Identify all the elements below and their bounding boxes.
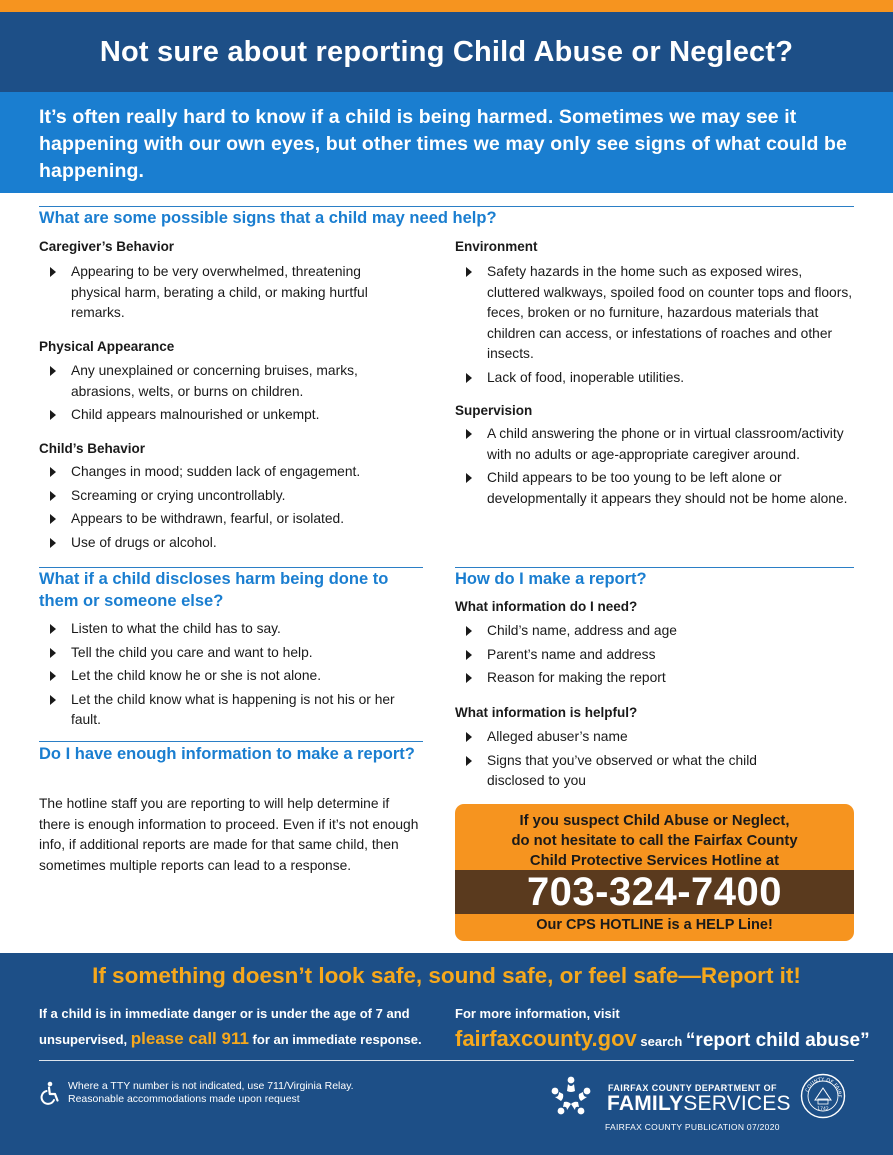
caregiver-list (39, 262, 399, 327)
county-seal-icon (800, 1073, 846, 1119)
list-item: Let the child know what is happening is not his or her fault. (39, 690, 411, 731)
callout-tagline: Our CPS HOTLINE is a HELP Line! (536, 917, 773, 933)
hotline-callout (455, 804, 854, 941)
bullet-triangle-icon (50, 467, 56, 477)
list-item: Use of drugs or alcohol. (39, 533, 419, 554)
physical-heading: Physical Appearance (39, 339, 175, 354)
hotline-phone-number[interactable]: 703-324-7400 (526, 869, 783, 914)
bullet-triangle-icon (466, 756, 472, 766)
phone-bar (455, 870, 854, 914)
physical-list (39, 361, 411, 429)
svg-text:COUNTY OF FAIRFAX: COUNTY OF FAIRF (804, 1076, 843, 1098)
emergency-note: If a child is in immediate danger or is under the age of 7 and unsupervised, please call 911 for an immediate response. (39, 1006, 422, 1048)
bullet-triangle-icon (466, 473, 472, 483)
signs-heading: What are some possible signs that a child may need help? (39, 209, 497, 227)
supervision-heading: Supervision (455, 403, 533, 418)
bullet-triangle-icon (50, 648, 56, 658)
bullet-triangle-icon (50, 267, 56, 277)
enough-body: The hotline staff you are reporting to will help determine if there is enough information to proceed. Even if it’s not enough info, if additional reports are made for that same child, then sometimes multiple reports can lead to a response. (39, 796, 419, 873)
environment-heading: Environment (455, 239, 538, 254)
title-banner (0, 12, 893, 92)
helpful-heading: What information is helpful? (455, 705, 638, 720)
callout-message: If you suspect Child Abuse or Neglect, do not hesitate to call the Fairfax County Child Protective Services Hotline at (511, 813, 798, 869)
bullet-triangle-icon (466, 650, 472, 660)
bullet-triangle-icon (50, 491, 56, 501)
need-list (455, 621, 855, 692)
list-item: Child appears malnourished or unkempt. (39, 405, 411, 426)
enough-heading: Do I have enough information to make a report? (39, 745, 415, 763)
family-services-logo-icon (548, 1074, 594, 1120)
footer-divider (39, 1060, 854, 1061)
list-item: Listen to what the child has to say. (39, 619, 411, 640)
bullet-triangle-icon (466, 732, 472, 742)
search-term: “report child abuse” (685, 1030, 870, 1051)
bullet-triangle-icon (50, 671, 56, 681)
page-title: Not sure about reporting Child Abuse or Neglect? (99, 35, 794, 68)
bullet-triangle-icon (466, 373, 472, 383)
bullet-triangle-icon (466, 626, 472, 636)
accessibility-note: Where a TTY number is not indicated, use 711/Virginia Relay. Reasonable accommodations made upon request (68, 1080, 354, 1105)
list-item: Changes in mood; sudden lack of engagement. (39, 462, 419, 483)
list-item: Safety hazards in the home such as exposed wires, cluttered walkways, spoiled food on counter tops and floors, feces, broken or no furniture, hazardous materials that children can access, or infestations of roaches and other insects. (455, 262, 855, 365)
supervision-list (455, 424, 855, 512)
report-heading: How do I make a report? (455, 570, 647, 588)
top-accent-strip (0, 0, 893, 12)
list-item: Let the child know he or she is not alone. (39, 666, 411, 687)
helpful-list (455, 727, 795, 795)
bullet-triangle-icon (50, 410, 56, 420)
list-item: Lack of food, inoperable utilities. (455, 368, 855, 389)
bullet-triangle-icon (50, 624, 56, 634)
department-label: FAIRFAX COUNTY DEPARTMENT OF (608, 1083, 777, 1093)
child-behavior-heading: Child’s Behavior (39, 441, 146, 456)
environment-list (455, 262, 855, 391)
footer (0, 953, 893, 1155)
list-item: Appears to be withdrawn, fearful, or isolated. (39, 509, 419, 530)
list-item: Parent’s name and address (455, 645, 855, 666)
bullet-triangle-icon (466, 267, 472, 277)
footer-slogan: If something doesn’t look safe, sound safe, or feel safe—Report it! (92, 963, 801, 988)
list-item: Reason for making the report (455, 668, 855, 689)
list-item: Child’s name, address and age (455, 621, 855, 642)
intro-text: It’s often really hard to know if a child is being harmed. Sometimes we may see it happening with our own eyes, but other times we may only see signs of what could be happening. (39, 106, 847, 182)
list-item: Alleged abuser’s name (455, 727, 795, 748)
more-info: For more information, visit fairfaxcounty.gov search “report child abuse” (455, 1006, 870, 1051)
list-item: Appearing to be very overwhelmed, threatening physical harm, berating a child, or making hurtful remarks. (39, 262, 399, 324)
child-behavior-list (39, 462, 419, 556)
list-item: A child answering the phone or in virtual classroom/activity with no adults or age-appropriate caregiver around. (455, 424, 855, 465)
list-item: Tell the child you care and want to help. (39, 643, 411, 664)
call-911-highlight: please call 911 (130, 1029, 249, 1048)
bullet-triangle-icon (50, 695, 56, 705)
bullet-triangle-icon (50, 514, 56, 524)
brand-name: FAMILYSERVICES (607, 1092, 791, 1115)
discloses-list (39, 619, 411, 734)
list-item: Any unexplained or concerning bruises, marks, abrasions, welts, or burns on children. (39, 361, 411, 402)
caregiver-heading: Caregiver’s Behavior (39, 239, 175, 254)
list-item: Screaming or crying uncontrollably. (39, 486, 419, 507)
intro-banner (0, 92, 893, 193)
section-divider (39, 741, 423, 742)
wheelchair-accessibility-icon (38, 1081, 62, 1105)
bullet-triangle-icon (50, 366, 56, 376)
need-heading: What information do I need? (455, 599, 638, 614)
website-link[interactable]: fairfaxcounty.gov (455, 1026, 637, 1051)
svg-text:1742: 1742 (817, 1107, 829, 1112)
list-item: Signs that you’ve observed or what the child disclosed to you (455, 751, 795, 792)
bullet-triangle-icon (466, 429, 472, 439)
list-item: Child appears to be too young to be left alone or developmentally it appears they should not be home alone. (455, 468, 855, 509)
discloses-heading: What if a child discloses harm being done to them or someone else? (39, 570, 389, 610)
bullet-triangle-icon (50, 538, 56, 548)
publication-label: FAIRFAX COUNTY PUBLICATION 07/2020 (605, 1122, 780, 1132)
bullet-triangle-icon (466, 673, 472, 683)
